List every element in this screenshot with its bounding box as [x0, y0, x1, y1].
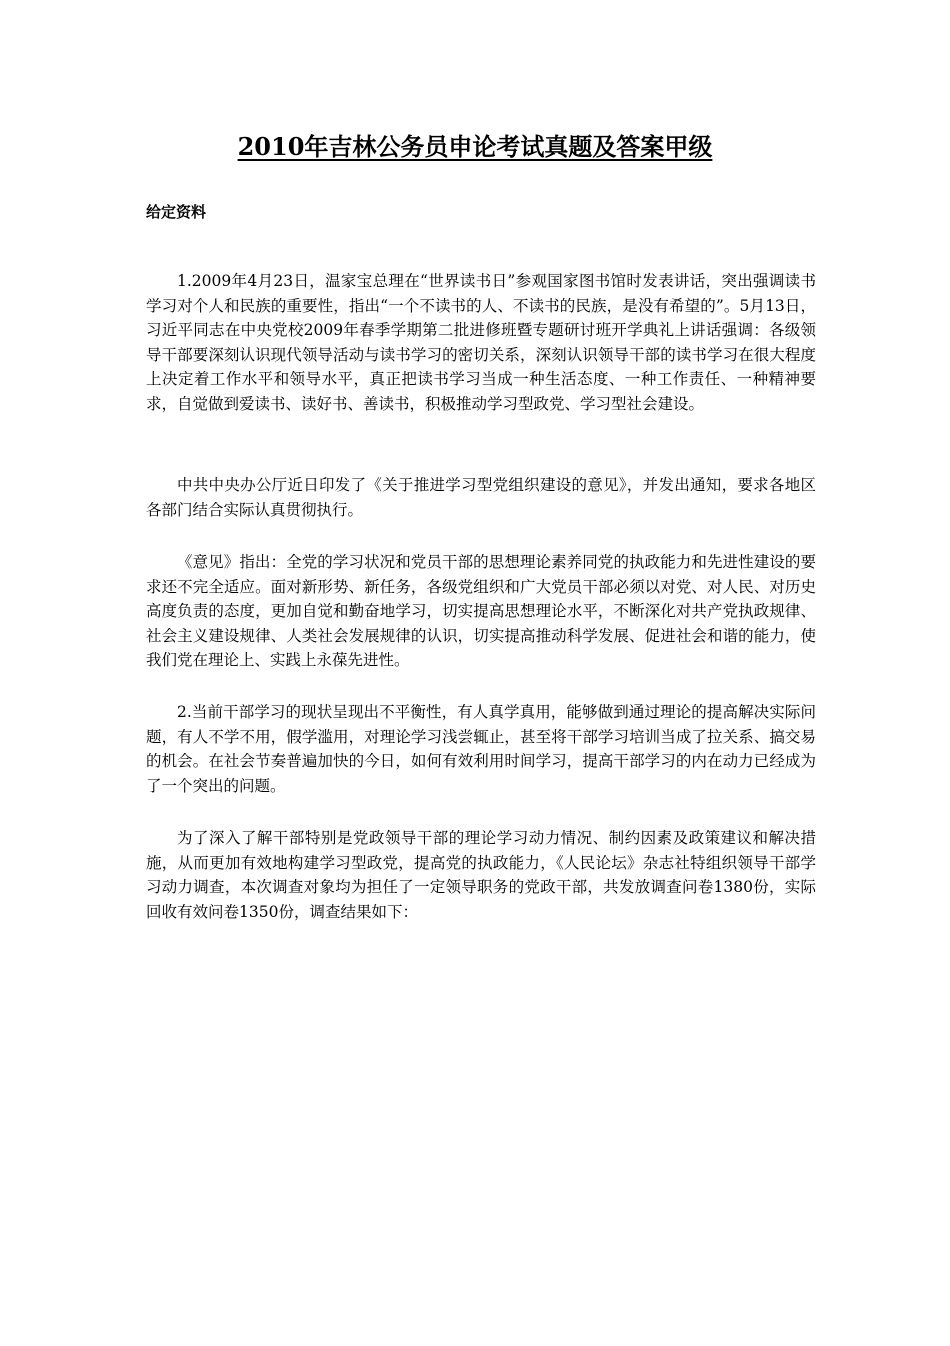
- paragraph-2: 中共中央办公厅近日印发了《关于推进学习型党组织建设的意见》，并发出通知，要求各地区各部门结合实际认真贯彻执行。: [146, 476, 816, 519]
- paragraph-5: 为了深入了解干部特别是党政领导干部的理论学习动力情况、制约因素及政策建议和解决措施，从而更加有效地构建学习型政党，提高党的执政能力，《人民论坛》杂志社特组织领导干部学习动力调查，本次调查对象均为担任了一定领导职务的党政干部，共发放调查问卷1380份，实际回收有效问卷1350份，调查结果如下：: [146, 829, 816, 921]
- paragraph-4: 2.当前干部学习的现状呈现出不平衡性，有人真学真用，能够做到通过理论的提高解决实际问题，有人不学不用，假学滥用，对理论学习浅尝辄止，甚至将干部学习培训当成了拉关系、搞交易的机会。在社会节奏普遍加快的今日，如何有效利用时间学习，提高干部学习的内在动力已经成为了一个突出的问题。: [146, 703, 816, 795]
- paragraph-3: 《意见》指出：全党的学习状况和党员干部的思想理论素养同党的执政能力和先进性建设的要求还不完全适应。面对新形势、新任务，各级党组织和广大党员干部必须以对党、对人民、对历史高度负责的态度，更加自觉和勤奋地学习，切实提高思想理论水平，不断深化对共产党执政规律、社会主义建设规律、人类社会发展规律的认识，切实提高推动科学发展、促进社会和谐的能力，使我们党在理论上、实践上永葆先进性。: [146, 553, 816, 670]
- document-title: 2010年吉林公务员申论考试真题及答案甲级: [237, 132, 713, 161]
- paragraph-1: 1.2009年4月23日，温家宝总理在“世界读书日”参观国家图书馆时发表讲话，突出强调读书学习对个人和民族的重要性，指出“一个不读书的人、不读书的民族，是没有希望的”。5月13日，习近平同志在中央党校2009年春季学期第二批进修班暨专题研讨班开学典礼上讲话强调：各级领导干部要深刻认识现代领导活动与读书学习的密切关系，深刻认识领导干部的读书学习在很大程度上决定着工作水平和领导水平，真正把读书学习当成一种生活态度、一种工作责任、一种精神要求，自觉做到爱读书、读好书、善读书，积极推动学习型政党、学习型社会建设。: [146, 272, 816, 413]
- section-heading: 给定资料: [146, 203, 207, 221]
